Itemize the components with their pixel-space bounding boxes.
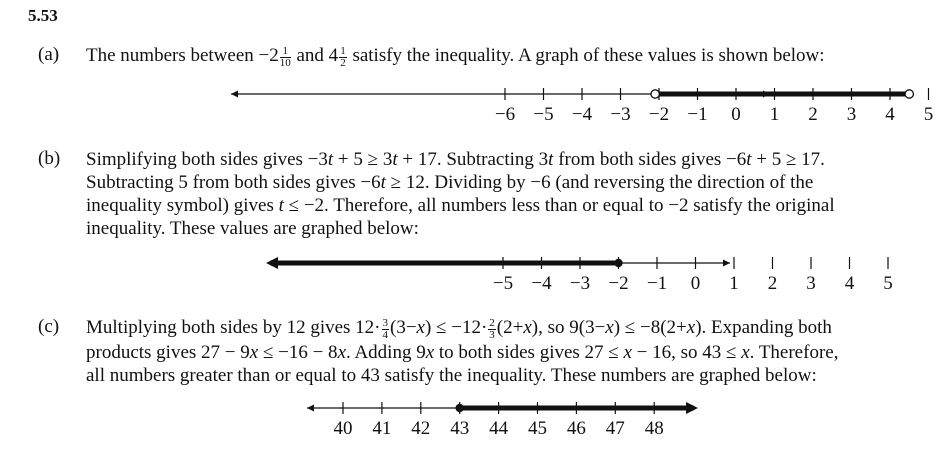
- tick-label: −1: [646, 273, 668, 294]
- tick-label: −6: [494, 104, 516, 125]
- part-a-label: (a): [38, 44, 60, 65]
- part-c-line-1: Multiplying both sides by 12 gives 12· $\frac{3}{4}$ (3−x) ≤ −12· $\frac{2}{3}$ (2+x), so 9(3−x) ≤ −8(2+x). Expanding both: [86, 316, 832, 341]
- tick-label: −1: [687, 104, 708, 125]
- tick-label: 45: [528, 418, 547, 439]
- tick-label: 0: [690, 273, 701, 294]
- tick-label: 44: [489, 418, 509, 439]
- fraction-two-thirds: $\frac{2}{3}$: [489, 316, 495, 341]
- tick-label: 41: [372, 418, 392, 439]
- part-b-line-2: Subtracting 5 from both sides gives −6t ≥ 12. Dividing by −6 (and reversing the direction of the: [86, 172, 814, 193]
- tick-label: 47: [605, 418, 625, 439]
- part-b-line-4: inequality. These values are graphed below:: [86, 218, 419, 239]
- tick-label: −5: [533, 104, 554, 125]
- part-b-line-3: inequality symbol) gives t ≤ −2. Therefore, all numbers less than or equal to −2 satisfy the original: [86, 195, 835, 216]
- tick-label: 46: [566, 418, 586, 439]
- part-a-text: The numbers between −2 $\frac{1}{10}$ and 4 $\frac{1}{2}$ satisfy the inequality. A graph of these values is shown below:: [86, 44, 825, 69]
- tick-label: 4: [844, 273, 855, 294]
- part-c-label: (c): [38, 316, 60, 337]
- part-b-label: (b): [38, 148, 61, 169]
- part-b-line-1: Simplifying both sides gives −3t + 5 ≥ 3t + 17. Subtracting 3t from both sides gives −6t + 5 ≥ 17.: [86, 149, 825, 170]
- tick-label: −4: [531, 273, 552, 294]
- fraction-one-tenth: $\frac{1}{10}$: [279, 44, 291, 69]
- tick-label: 0: [731, 104, 741, 125]
- tick-label: 43: [450, 418, 470, 439]
- shaded-arrowhead: [686, 402, 698, 414]
- tick-label: 1: [769, 104, 780, 125]
- tick-label: 42: [411, 418, 431, 439]
- tick-label: 5: [923, 104, 934, 125]
- tick-label: 40: [333, 418, 353, 439]
- tick-label: 4: [885, 104, 895, 125]
- tick-label: 2: [808, 104, 818, 125]
- tick-label: 2: [767, 273, 778, 294]
- tick-label: −2: [608, 273, 629, 294]
- tick-label: −5: [492, 273, 514, 294]
- part-c-line-2: products gives 27 − 9x ≤ −16 − 8x. Adding 9x to both sides gives 27 ≤ x − 16, so 43 ≤ x. Therefore,: [86, 341, 839, 363]
- tick-label: −4: [571, 104, 593, 125]
- tick-label: −2: [648, 104, 670, 125]
- axis-arrow-left: [307, 405, 314, 412]
- fraction-one-half: $\frac{1}{2}$: [340, 44, 346, 69]
- tick-label: −3: [610, 104, 631, 125]
- fraction-three-quarters: $\frac{3}{4}$: [382, 316, 388, 341]
- problem-number: 5.53: [28, 6, 58, 25]
- tick-label: 5: [883, 273, 893, 294]
- part-c-line-3: all numbers greater than or equal to 43 satisfy the inequality. These numbers are graphed below:: [86, 364, 817, 386]
- tick-label: 48: [644, 418, 664, 439]
- tick-label: 3: [846, 104, 857, 125]
- closed-endpoint: [456, 404, 464, 412]
- tick-label: −3: [569, 273, 591, 294]
- tick-label: 1: [729, 273, 739, 294]
- tick-label: 3: [806, 273, 816, 294]
